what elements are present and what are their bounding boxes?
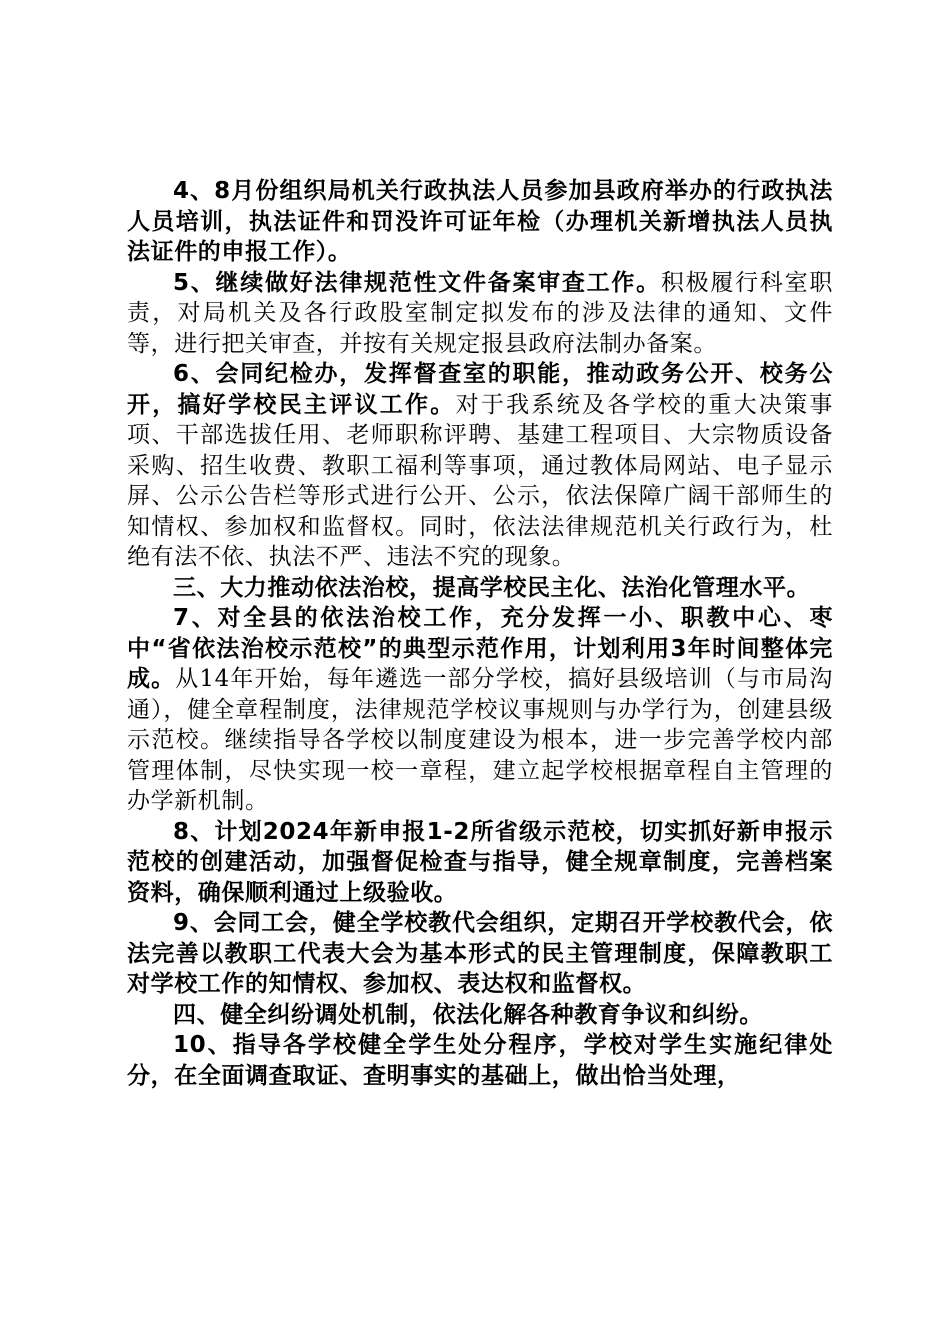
paragraph-item-10: [127, 1030, 833, 1091]
paragraph-item-5: [127, 268, 833, 360]
paragraph-rest: 从14年开始，每年遴选一部分学校，搞好县级培训（与市局沟通），健全章程制度，法律规范学校议事规则与办学行为，创建县级示范校。继续指导各学校以制度建设为根本，进一步完善学校内部管理体制，尽快实现一校一章程，建立起学校根据章程自主管理的办学新机制。: [127, 666, 833, 814]
paragraph-rest: 对于我系统及各学校的重大决策事项、干部选拔任用、老师职称评聘、基建工程项目、大宗物质设备采购、招生收费、教职工福利等事项，通过教体局网站、电子显示屏、公示公告栏等形式进行公开、公示，依法保障广阔干部师生的知情权、参加权和监督权。同时，依法法律规范机关行政行为，杜绝有法不依、执法不严、违法不究的现象。: [127, 391, 833, 570]
paragraph-item-6: [127, 359, 833, 573]
paragraph-lead: 10、指导各学校健全学生处分程序，学校对学生实施纪律处分，在全面调查取证、查明事实的基础上，做出恰当处理，: [127, 1032, 833, 1089]
paragraph-lead: 6、会同纪检办，发挥督查室的职能，推动政务公开、校务公开，搞好学校民主评议工作。: [127, 361, 833, 418]
paragraph-lead: 4、8月份组织局机关行政执法人员参加县政府举办的行政执法人员培训，执法证件和罚没许可证年检（办理机关新增执法人员执法证件的申报工作）。: [127, 178, 833, 265]
paragraph-rest: 积极履行科室职责，对局机关及各行政股室制定拟发布的涉及法律的通知、文件等，进行把关审查，并按有关规定报县政府法制办备案。: [127, 269, 833, 357]
section-heading-4: [127, 1000, 833, 1031]
section-heading-text: 三、大力推动依法治校，提高学校民主化、法治化管理水平。: [173, 574, 811, 601]
paragraph-item-9: [127, 908, 833, 1000]
paragraph-item-4: [127, 176, 833, 268]
paragraph-lead: 7、对全县的依法治校工作，充分发挥一小、职教中心、枣中“省依法治校示范校”的典型示范作用，计划利用3年时间整体完成。: [127, 605, 833, 692]
section-heading-text: 四、健全纠纷调处机制，依法化解各种教育争议和纠纷。: [173, 1001, 763, 1028]
paragraph-item-7: [127, 603, 833, 817]
document-body: [127, 176, 833, 1091]
section-heading-3: [127, 573, 833, 604]
paragraph-lead: 8、计划2024年新申报1-2所省级示范校，切实抓好新申报示范校的创建活动，加强督促检查与指导，健全规章制度，完善档案资料，确保顺利通过上级验收。: [127, 818, 833, 906]
paragraph-item-8: [127, 817, 833, 909]
paragraph-lead: 5、继续做好法律规范性文件备案审查工作。: [173, 269, 661, 296]
paragraph-lead: 9、会同工会，健全学校教代会组织，定期召开学校教代会，依法完善以教职工代表大会为基本形式的民主管理制度，保障教职工对学校工作的知情权、参加权、表达权和监督权。: [127, 910, 833, 997]
